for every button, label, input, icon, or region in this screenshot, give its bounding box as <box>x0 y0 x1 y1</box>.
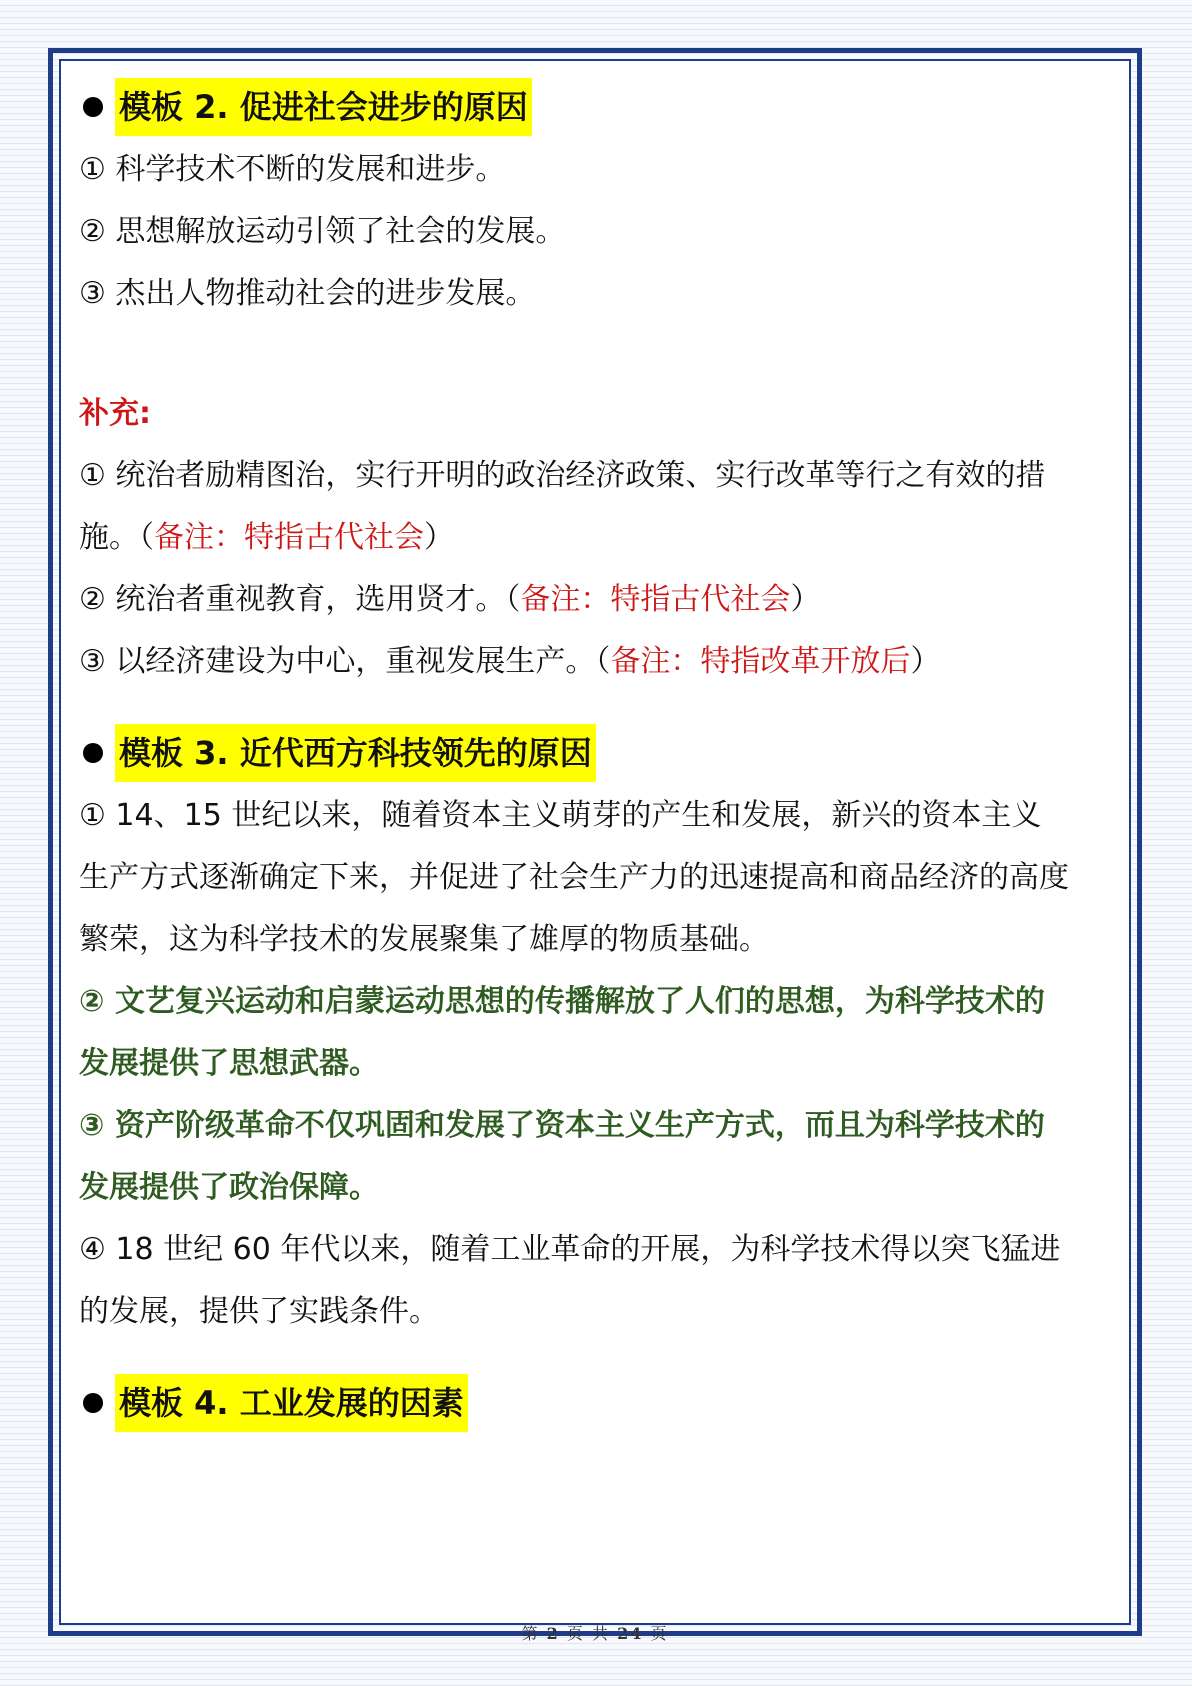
spacer <box>79 693 1111 723</box>
supplement-item-2 <box>79 569 1111 631</box>
section-2-item-2: ② 思想解放运动引领了社会的发展。 <box>79 214 566 249</box>
supplement-label: 补充: <box>79 396 151 431</box>
supplement-item-1-pre: 施。（ <box>79 520 154 555</box>
section-2-item-1: ① 科学技术不断的发展和进步。 <box>79 152 506 187</box>
supplement-item-3-post: ） <box>910 644 941 679</box>
supplement-item-1-note: 备注：特指古代社会 <box>154 520 424 555</box>
footer-page-number: 2 <box>546 1624 560 1643</box>
section-2-heading <box>79 77 1111 137</box>
content <box>79 77 1111 1435</box>
section-3-item-1-line-1: ① 14、15 世纪以来，随着资本主义萌芽的产生和发展，新兴的资本主义 <box>79 798 1042 833</box>
supplement-item-2-note: 备注：特指古代社会 <box>520 582 791 617</box>
supplement-item-1-line-1: ① 统治者励精图治，实行开明的政治经济政策、实行改革等行之有效的措 <box>79 458 1046 493</box>
supplement-item-2-post: ） <box>790 582 821 617</box>
supplement-item-3-pre: ③ 以经济建设为中心，重视发展生产。（ <box>79 644 611 679</box>
section-3-item-4-line-1: ④ 18 世纪 60 年代以来，随着工业革命的开展，为科学技术得以突飞猛进 <box>79 1232 1061 1267</box>
supplement-item-1-line-2 <box>79 507 1111 569</box>
spacer <box>79 325 1111 383</box>
page-frame <box>48 48 1142 1643</box>
section-2-item-3: ③ 杰出人物推动社会的进步发展。 <box>79 276 536 311</box>
bullet-icon <box>83 97 103 117</box>
section-3-item-1-line-3: 繁荣，这为科学技术的发展聚集了雄厚的物质基础。 <box>79 922 769 957</box>
section-3-item-3-line-2: 发展提供了政治保障。 <box>79 1170 379 1205</box>
section-4-heading <box>79 1373 1111 1433</box>
section-3-item-3-line-1: ③ 资产阶级革命不仅巩固和发展了资本主义生产方式，而且为科学技术的 <box>79 1108 1045 1143</box>
section-3-item-2-line-1: ② 文艺复兴运动和启蒙运动思想的传播解放了人们的思想，为科学技术的 <box>79 984 1045 1019</box>
section-3-item-2-line-2: 发展提供了思想武器。 <box>79 1046 379 1081</box>
footer-suffix: 页 <box>650 1624 669 1643</box>
supplement-item-3 <box>79 631 1111 693</box>
section-4-title: 模板 4. 工业发展的因素 <box>115 1374 468 1432</box>
section-2-title: 模板 2. 促进社会进步的原因 <box>115 78 532 136</box>
spacer <box>79 1343 1111 1373</box>
supplement-item-1-post: ） <box>424 520 454 555</box>
supplement-item-3-note: 备注：特指改革开放后 <box>610 644 911 679</box>
bullet-icon <box>83 743 103 763</box>
page-footer <box>61 1621 1129 1644</box>
section-3-item-4-line-2: 的发展，提供了实践条件。 <box>79 1294 439 1329</box>
section-3-item-1-line-2: 生产方式逐渐确定下来，并促进了社会生产力的迅速提高和商品经济的高度 <box>79 860 1069 895</box>
page-content-area <box>59 59 1131 1643</box>
footer-total-pages: 24 <box>617 1624 644 1643</box>
footer-middle: 页 共 <box>566 1624 610 1643</box>
footer-prefix: 第 <box>521 1624 540 1643</box>
supplement-item-2-pre: ② 统治者重视教育，选用贤才。（ <box>79 582 521 617</box>
bullet-icon <box>83 1393 103 1413</box>
section-3-title: 模板 3. 近代西方科技领先的原因 <box>115 724 596 782</box>
section-3-heading <box>79 723 1111 783</box>
